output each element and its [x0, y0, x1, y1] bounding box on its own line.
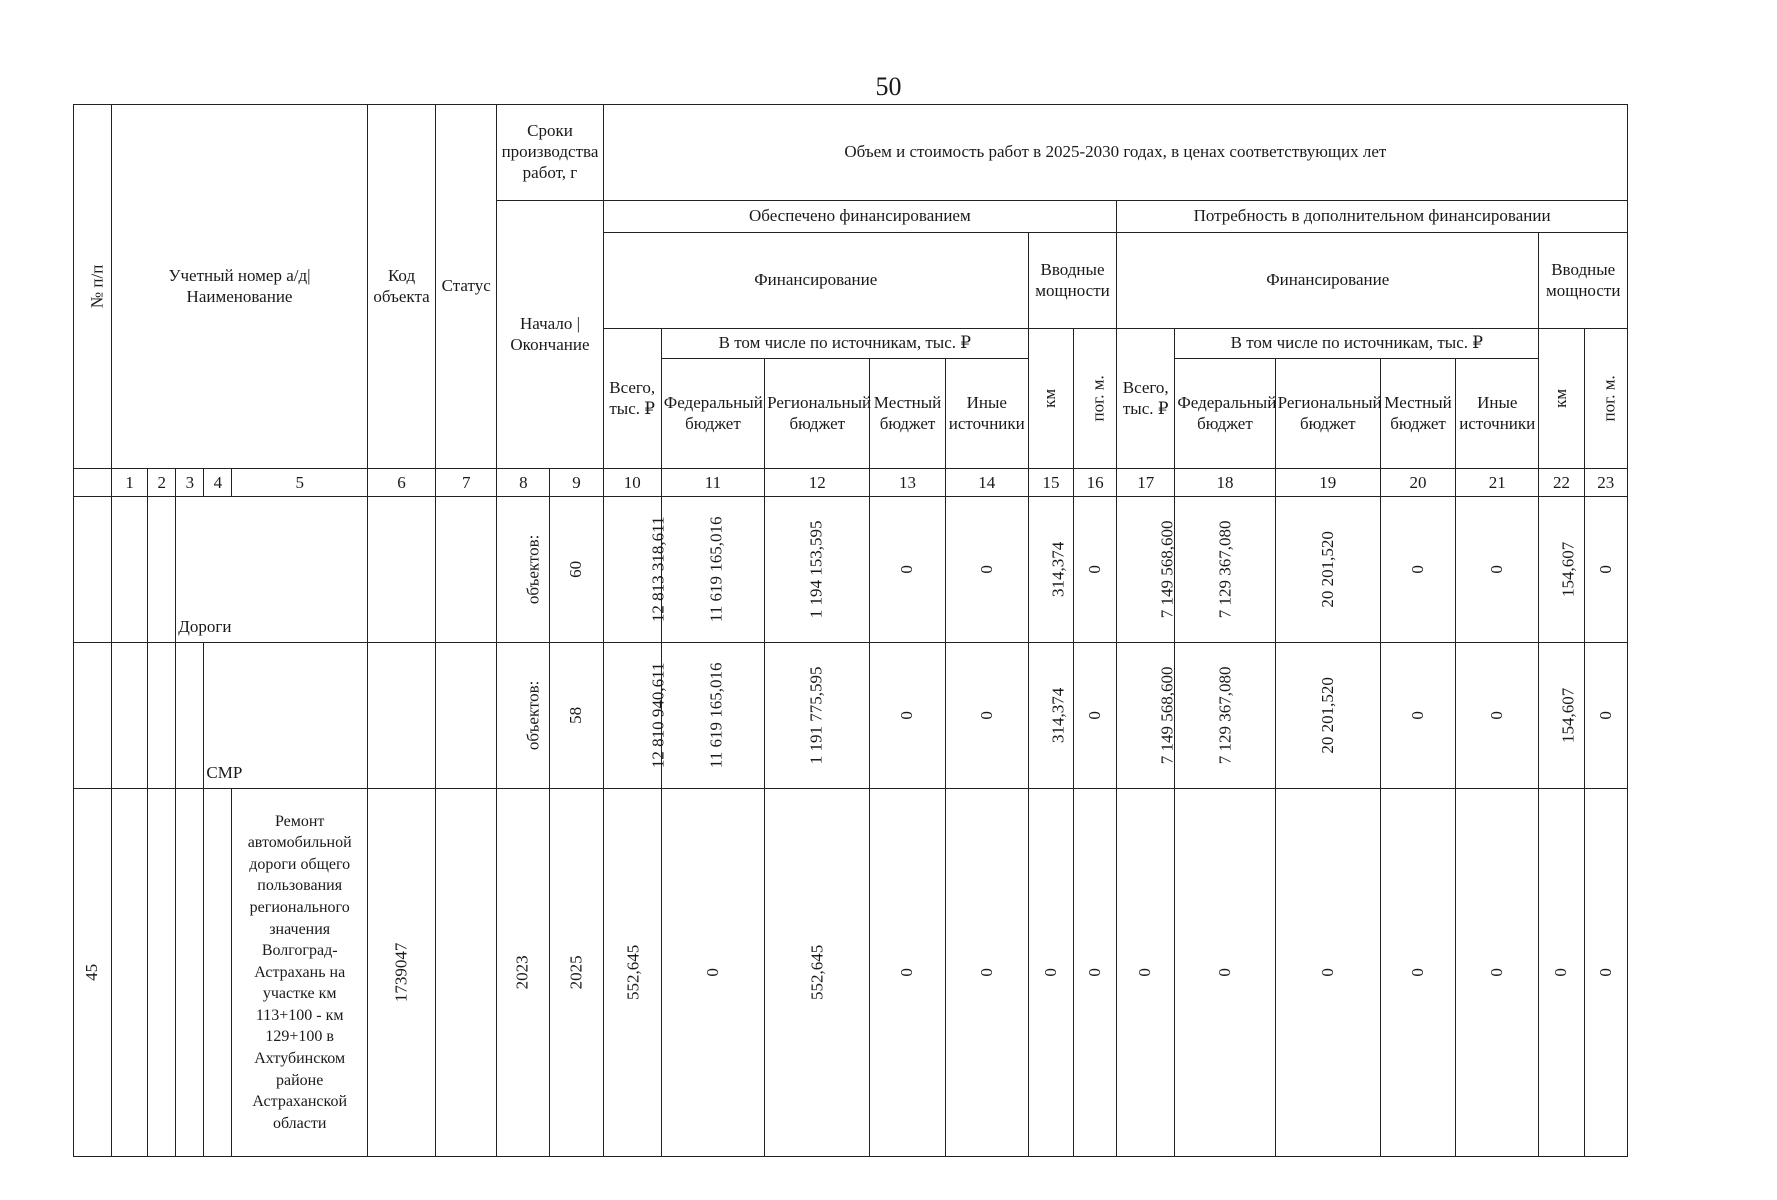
value-pogm-provided: 0: [1074, 643, 1117, 789]
value-local-needed: 0: [1380, 497, 1455, 643]
cell-empty: [204, 789, 232, 1157]
value-other-needed: 0: [1456, 643, 1539, 789]
header-regional-needed: Региональный бюджет: [1275, 359, 1380, 469]
cell-empty: [112, 789, 148, 1157]
value-pogm-needed: 0: [1584, 789, 1627, 1157]
object-name: Ремонт автомобильной дороги общего пользования регионального значения Волгоград-Астрахань на участке км 113+100 - км 129+100 в Ахтубинском районе Астраханской области: [232, 789, 367, 1157]
value-federal-provided: 11 619 165,016: [661, 643, 764, 789]
value-federal-needed: 7 129 367,080: [1175, 643, 1275, 789]
header-other-needed: Иные источники: [1456, 359, 1539, 469]
column-number: 7: [436, 469, 497, 497]
value-pogm-needed: 0: [1584, 497, 1627, 643]
column-number-row: [74, 469, 1628, 497]
table-row-smr: [74, 643, 1628, 789]
cell-empty: [436, 497, 497, 643]
header-financing-needed: Финансирование: [1117, 233, 1539, 329]
header-total-needed: Всего, тыс. ₽: [1117, 329, 1175, 469]
cell-empty: [148, 643, 176, 789]
cell-empty: [74, 497, 112, 643]
column-number: 10: [603, 469, 661, 497]
value-total-needed: 0: [1117, 789, 1175, 1157]
column-number: 2: [148, 469, 176, 497]
header-status: Статус: [436, 105, 497, 469]
column-number: 22: [1539, 469, 1584, 497]
financing-table: [73, 104, 1628, 1157]
header-sources-needed: В том числе по источникам, тыс. ₽: [1175, 329, 1539, 359]
column-number: 6: [367, 469, 435, 497]
group-label-smr: СМР: [204, 643, 368, 789]
column-number: 17: [1117, 469, 1175, 497]
header-num: № п/п: [74, 105, 112, 469]
cell-empty: [74, 643, 112, 789]
value-total-provided: 12 813 318,611: [603, 497, 661, 643]
value-regional-needed: 20 201,520: [1275, 643, 1380, 789]
start-year: 2023: [497, 789, 550, 1157]
value-local-needed: 0: [1380, 789, 1455, 1157]
column-number: 9: [550, 469, 603, 497]
cell-empty: [367, 643, 435, 789]
value-km-needed: 154,607: [1539, 497, 1584, 643]
header-name: Учетный номер а/д| Наименование: [112, 105, 368, 469]
table-row-object-45: [74, 789, 1628, 1157]
value-other-provided: 0: [945, 643, 1028, 789]
header-code: Код объекта: [367, 105, 435, 469]
value-total-provided: 552,645: [603, 789, 661, 1157]
header-km-needed: км: [1539, 329, 1584, 469]
value-local-provided: 0: [870, 789, 945, 1157]
header-capacity-provided: Вводные мощности: [1028, 233, 1116, 329]
header-start-end: Начало | Окончание: [497, 201, 603, 469]
end-year: 2025: [550, 789, 603, 1157]
column-number: 8: [497, 469, 550, 497]
header-sources-provided: В том числе по источникам, тыс. ₽: [661, 329, 1028, 359]
column-number: 21: [1456, 469, 1539, 497]
header-federal-provided: Федеральный бюджет: [661, 359, 764, 469]
group-label-roads: Дороги: [176, 497, 368, 643]
column-number: 3: [176, 469, 204, 497]
object-status: [436, 789, 497, 1157]
column-number: [74, 469, 112, 497]
value-regional-provided: 1 191 775,595: [765, 643, 870, 789]
value-regional-needed: 0: [1275, 789, 1380, 1157]
value-other-provided: 0: [945, 789, 1028, 1157]
column-number: 1: [112, 469, 148, 497]
value-local-provided: 0: [870, 497, 945, 643]
value-federal-provided: 0: [661, 789, 764, 1157]
column-number: 18: [1175, 469, 1275, 497]
object-code: 1739047: [367, 789, 435, 1157]
objects-label: объектов:: [497, 643, 550, 789]
cell-empty: [148, 497, 176, 643]
objects-count: 60: [550, 497, 603, 643]
value-km-needed: 0: [1539, 789, 1584, 1157]
value-pogm-needed: 0: [1584, 643, 1627, 789]
page-number: 50: [875, 72, 902, 101]
header-financing-provided: Финансирование: [603, 233, 1028, 329]
value-local-provided: 0: [870, 643, 945, 789]
header-local-provided: Местный бюджет: [870, 359, 945, 469]
objects-label: объектов:: [497, 497, 550, 643]
value-other-needed: 0: [1456, 497, 1539, 643]
value-km-provided: 0: [1028, 789, 1073, 1157]
value-pogm-provided: 0: [1074, 789, 1117, 1157]
header-provided: Обеспечено финансированием: [603, 201, 1117, 233]
column-number: 12: [765, 469, 870, 497]
value-km-provided: 314,374: [1028, 497, 1073, 643]
header-regional-provided: Региональный бюджет: [765, 359, 870, 469]
column-number: 5: [232, 469, 367, 497]
row-number: 45: [74, 789, 112, 1157]
header-federal-needed: Федеральный бюджет: [1175, 359, 1275, 469]
table-row-roads: [74, 497, 1628, 643]
column-number: 4: [204, 469, 232, 497]
header-total-provided: Всего, тыс. ₽: [603, 329, 661, 469]
header-local-needed: Местный бюджет: [1380, 359, 1455, 469]
value-federal-needed: 0: [1175, 789, 1275, 1157]
header-pogm-needed: пог. м.: [1584, 329, 1627, 469]
column-number: 11: [661, 469, 764, 497]
column-number: 14: [945, 469, 1028, 497]
cell-empty: [112, 643, 148, 789]
column-number: 15: [1028, 469, 1073, 497]
column-number: 20: [1380, 469, 1455, 497]
header-other-provided: Иные источники: [945, 359, 1028, 469]
value-federal-provided: 11 619 165,016: [661, 497, 764, 643]
column-number: 19: [1275, 469, 1380, 497]
cell-empty: [367, 497, 435, 643]
header-capacity-needed: Вводные мощности: [1539, 233, 1628, 329]
header-period: Сроки производства работ, г: [497, 105, 603, 201]
value-km-provided: 314,374: [1028, 643, 1073, 789]
header-pogm-provided: пог. м.: [1074, 329, 1117, 469]
value-km-needed: 154,607: [1539, 643, 1584, 789]
cell-empty: [112, 497, 148, 643]
value-regional-provided: 1 194 153,595: [765, 497, 870, 643]
cell-empty: [176, 643, 204, 789]
value-regional-needed: 20 201,520: [1275, 497, 1380, 643]
value-pogm-provided: 0: [1074, 497, 1117, 643]
value-regional-provided: 552,645: [765, 789, 870, 1157]
header-volume-title: Объем и стоимость работ в 2025-2030 годах, в ценах соответствующих лет: [603, 105, 1627, 201]
value-total-provided: 12 810 940,611: [603, 643, 661, 789]
column-number: 13: [870, 469, 945, 497]
header-needed: Потребность в дополнительном финансировании: [1117, 201, 1628, 233]
cell-empty: [176, 789, 204, 1157]
value-local-needed: 0: [1380, 643, 1455, 789]
value-total-needed: 7 149 568,600: [1117, 497, 1175, 643]
header-km-provided: км: [1028, 329, 1073, 469]
objects-count: 58: [550, 643, 603, 789]
cell-empty: [436, 643, 497, 789]
value-other-provided: 0: [945, 497, 1028, 643]
value-federal-needed: 7 129 367,080: [1175, 497, 1275, 643]
column-number: 23: [1584, 469, 1627, 497]
column-number: 16: [1074, 469, 1117, 497]
cell-empty: [148, 789, 176, 1157]
value-total-needed: 7 149 568,600: [1117, 643, 1175, 789]
value-other-needed: 0: [1456, 789, 1539, 1157]
